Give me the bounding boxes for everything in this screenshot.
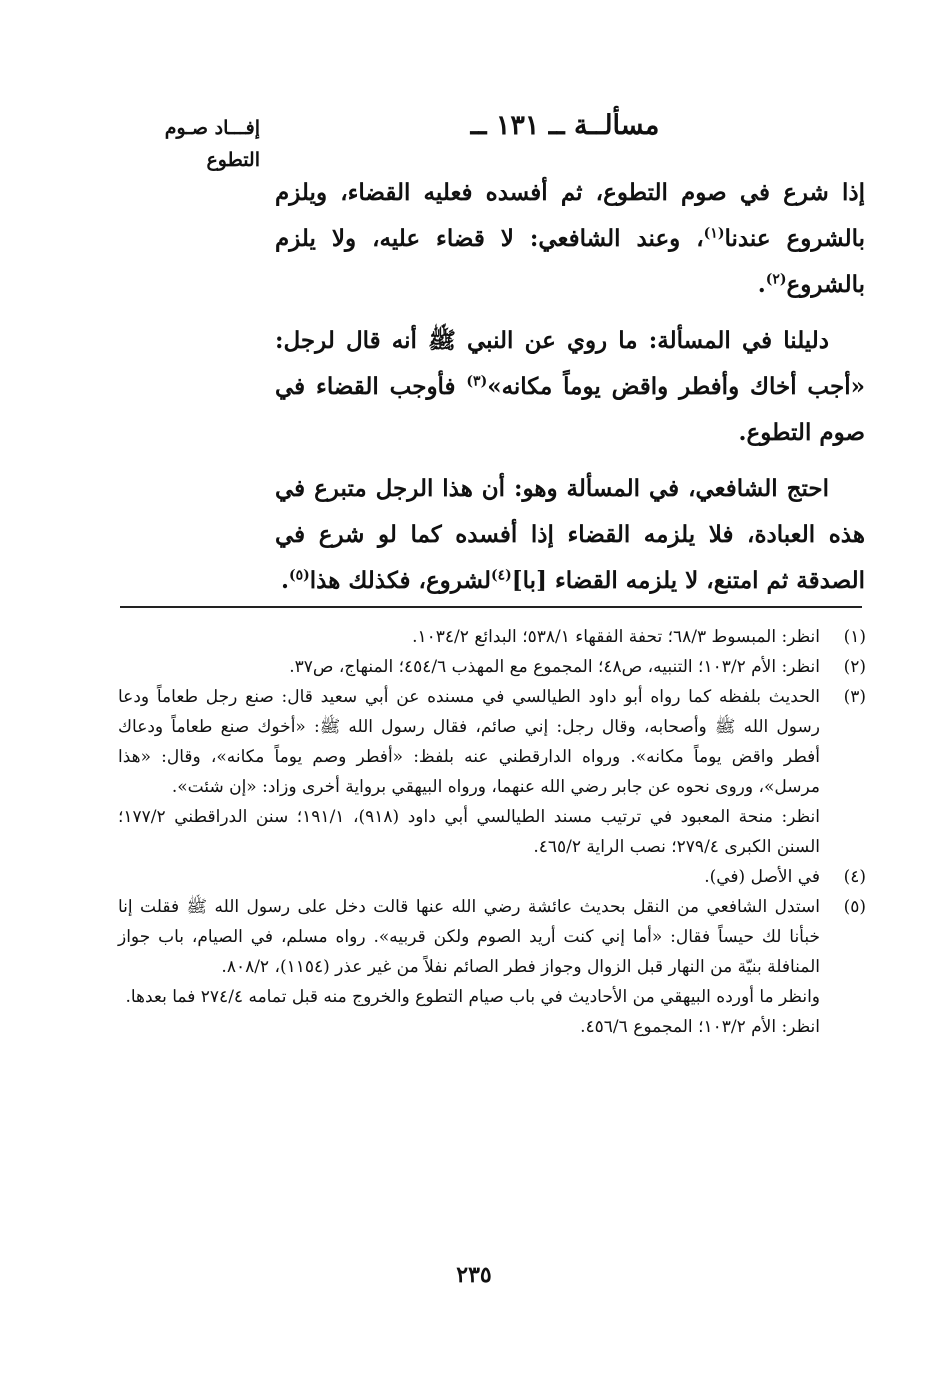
footnote-1: [118, 622, 866, 652]
footnote-text: انظر: الأم ١٠٣/٢؛ المجموع ٤٥٦/٦.: [580, 1017, 820, 1037]
footnote-ref-3: (٣): [466, 373, 488, 390]
footnote-number: (٢): [843, 657, 866, 677]
page-number: ٢٣٥: [456, 1262, 492, 1288]
text-run: .: [280, 567, 289, 594]
footnote-text: استدل الشافعي من النقل بحديث عائشة رضي الله عنها قالت دخل على رسول الله ﷺ فقلت إنا خبأنا لك حيساً فقال: «أما إني كنت أريد الصوم ولكن قربيه». رواه مسلم، في الصيام، باب جواز المنافلة بنيّة من النهار قبل الزوال وجواز فطر الصائم نفلاً من غير عذر (١١٥٤)، ٨٠٨/٢.: [118, 897, 820, 977]
text-run: .: [757, 271, 766, 298]
issue-heading: مسألــة ــ ١٣١ ــ: [470, 110, 660, 141]
footnote-number: (٣): [843, 687, 866, 707]
footnote-divider: [120, 606, 862, 608]
margin-note-line-1: إفـــاد صـوم: [164, 117, 260, 139]
main-text: [275, 170, 865, 614]
footnote-number: (١): [843, 627, 866, 647]
footnote-text: انظر: المبسوط ٦٨/٣؛ تحفة الفقهاء ٥٣٨/١؛ البدائع ١٠٣٤/٢.: [412, 627, 820, 647]
footnote-text: انظر: منحة المعبود في ترتيب مسند الطيالسي أبي داود (٩١٨)، ١٩١/١؛ سنن الدراقطني ١٧٧/٢؛ السنن الكبرى ٢٧٩/٤؛ نصب الراية ٤٦٥/٢.: [118, 807, 820, 857]
margin-note-line-2: التطوع: [206, 149, 260, 171]
footnote-ref-5: (٥): [288, 567, 310, 584]
text-run: لشروع، فكذلك هذا: [309, 567, 492, 594]
footnote-number: (٥): [843, 897, 866, 917]
footnote-ref-2: (٢): [765, 271, 787, 288]
footnote-4: [118, 862, 866, 892]
footnote-3: [118, 682, 866, 862]
margin-topic-note: [110, 112, 260, 176]
footnotes-section: [118, 622, 866, 1042]
footnote-ref-4: (٤): [491, 567, 512, 584]
text-run: دليلنا في المسألة: ما روي عن النبي ﷺ أنه قال لرجل: «أجب أخاك وأفطر واقض يوماً مكانه»: [275, 327, 865, 400]
footnote-number: (٤): [843, 867, 866, 887]
paragraph-evidence: [275, 318, 865, 456]
paragraph-shafii-argument: [275, 466, 865, 604]
footnote-ref-1: (١): [703, 225, 725, 242]
footnote-text: وانظر ما أورده البيهقي من الأحاديث في باب صيام التطوع والخروج منه قبل تمامه ٢٧٤/٤ فما بعدها.: [125, 987, 820, 1007]
footnote-5: [118, 892, 866, 1042]
text-run: ، وعند الشافعي: لا قضاء عليه، ولا يلزم بالشروع: [275, 225, 865, 298]
footnote-text: الحديث بلفظه كما رواه أبو داود الطيالسي في مسنده عن أبي سعيد قال: صنع رجل طعاماً ودعا رسول الله ﷺ وأصحابه، وقال رجل: إني صائم، فقال رسول الله ﷺ: «أخوك صنع طعاماً ودعاك أفطر واقض يوماً مكانه». ورواه الدارقطني عنه بلفظ: «أفطر وصم يوماً مكانه»، وقال: «هذا مرسل»، وروى نحوه عن جابر رضي الله عنهما، ورواه البيهقي برواية أخرى وزاد: «إن شئت».: [118, 687, 820, 797]
text-run: احتج الشافعي، في المسألة وهو: أن هذا الرجل متبرع في هذه العبادة، فلا يلزمه القضاء إذا أفسده كما لو شرع في الصدقة ثم امتنع، لا يلزمه القضاء [با]: [275, 475, 865, 594]
footnote-text: انظر: الأم ١٠٣/٢؛ التنبيه، ص٤٨؛ المجموع مع المهذب ٤٥٤/٦؛ المنهاج، ص٣٧.: [289, 657, 820, 677]
footnote-text: في الأصل (في).: [704, 867, 820, 887]
footnote-2: [118, 652, 866, 682]
text-run: إذا شرع في صوم التطوع، ثم أفسده فعليه القضاء، ويلزم بالشروع عندنا: [275, 179, 866, 252]
text-run: فأوجب القضاء في صوم التطوع.: [275, 373, 865, 446]
paragraph-issue-statement: [275, 170, 865, 308]
